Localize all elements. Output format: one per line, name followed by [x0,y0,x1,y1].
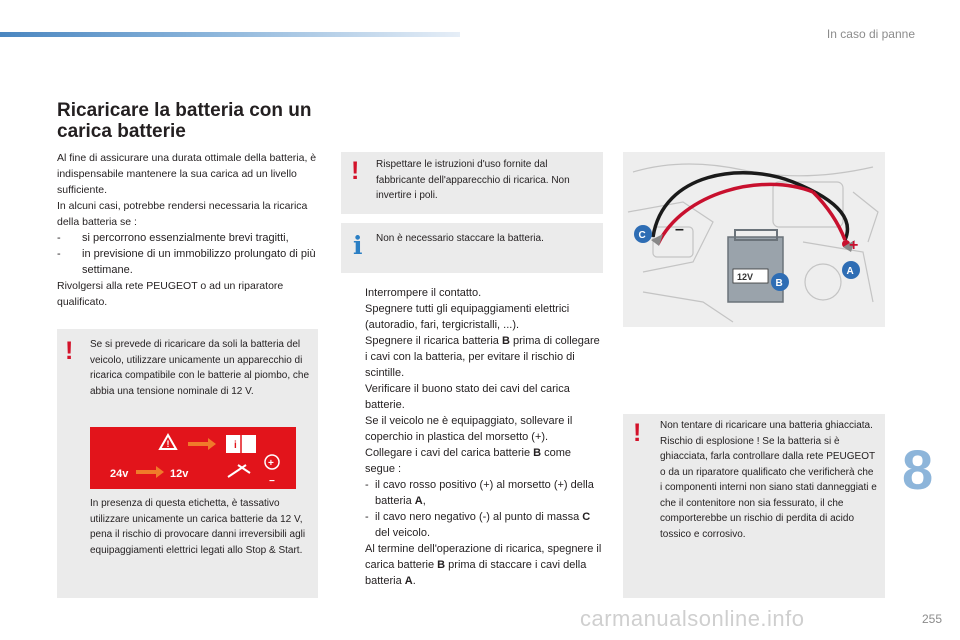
stop-start-battery-label [90,427,296,489]
list-item: - si percorrono essenzialmente brevi tragitti, [57,232,289,244]
plus-symbol: + [849,237,859,254]
info-icon: i [353,231,363,260]
info-text: Non è necessario staccare la batteria. [376,233,544,244]
list-item: Spegnere tutti gli equipaggiamenti elettrici (autoradio, fari, tergicristalli, ...). [365,303,570,331]
warning-icon: ! [633,419,642,447]
warning-box-instructions [341,152,603,214]
list-item: Al termine dell'operazione di ricarica, spegnere il carica batterie B prima di staccare i cavi della batteria A. [365,543,602,587]
label-12v: 12v [170,468,189,480]
list-item: Se il veicolo ne è equipaggiato, sollevare il coperchio in plastica del morsetto (+). [365,415,573,443]
warning-box-frozen [623,414,885,598]
intro-section [57,150,319,310]
chapter-number: 8 [902,438,934,501]
svg-text:i: i [234,440,237,451]
warning-text-label: In presenza di questa etichetta, è tassativo utilizzare unicamente un carica batterie da 12 V, pena il rischio di provocare danni irreversibili agli equipaggiamenti elettrici legati allo Stop & Start. [90,498,306,556]
warning-text: Non tentare di ricaricare una batteria ghiacciata. Rischio di esplosione ! Se la batteria si è ghiacciata, farla controllare dalla rete PEUGEOT o da un riparatore qualificato che verificherà che i componenti interni non siano stati danneggiati e che il contenitore non sia fessurato, il che comporterebbe un rischio di perdita di acido tossico e corrosivo. [660,420,877,540]
battery-charger-diagram [623,152,885,327]
svg-text:+: + [268,458,274,469]
section-title: In caso di panne [826,27,915,41]
sub-list-item: - il cavo nero negativo (-) al punto di massa C del veicolo. [365,511,591,539]
label-b: B [775,278,783,289]
procedure-steps [341,285,603,589]
engine-bay-illustration [623,152,885,327]
intro-paragraph: Rivolgersi alla rete PEUGEOT o ad un riparatore qualificato. [57,280,284,308]
watermark: carmanualsonline.info [580,606,805,631]
label-24v: 24v [110,468,129,480]
page-title: Ricaricare la batteria con un carica batterie [57,100,312,142]
header-accent-bar [0,32,460,37]
label-12v-charger: 12V [737,272,754,282]
list-item: Verificare il buono stato dei cavi del carica batterie. [365,383,570,411]
list-item: Spegnere il ricarica batteria B prima di collegare i cavi con la batteria, per evitare il rischio di scintille. [365,335,600,379]
minus-symbol: – [675,221,684,238]
page-number: 255 [921,612,942,626]
warning-icon: ! [65,337,74,365]
battery-label-graphic [90,427,296,489]
warning-icon: ! [351,157,360,185]
list-item: - in previsione di un immobilizzo prolungato di più settimane. [57,248,316,276]
list-item: Interrompere il contatto. [365,287,482,299]
label-a: A [846,266,854,277]
intro-paragraph: In alcuni casi, potrebbe rendersi necessaria la ricarica della batteria se : [57,200,308,228]
warning-text: Se si prevede di ricaricare da soli la batteria del veicolo, utilizzare unicamente un apparecchio di ricarica compatibile con le batterie al piombo, che abbia una tensione nominale di 12 V. [90,339,309,397]
sub-list-item: - il cavo rosso positivo (+) al morsetto (+) della batteria A, [365,479,594,507]
svg-text:−: − [269,476,275,487]
svg-text:!: ! [166,439,170,449]
label-c: C [638,230,646,241]
intro-paragraph: Al fine di assicurare una durata ottimale della batteria, è indispensabile mantenere la sua carica ad un livello sufficiente. [57,152,317,196]
warning-text: Rispettare le istruzioni d'uso fornite dal fabbricante dell'apparecchio di ricarica. Non invertire i poli. [376,159,570,201]
list-item: Collegare i cavi del carica batterie B come segue : [365,447,572,475]
info-box-disconnect [341,223,603,273]
